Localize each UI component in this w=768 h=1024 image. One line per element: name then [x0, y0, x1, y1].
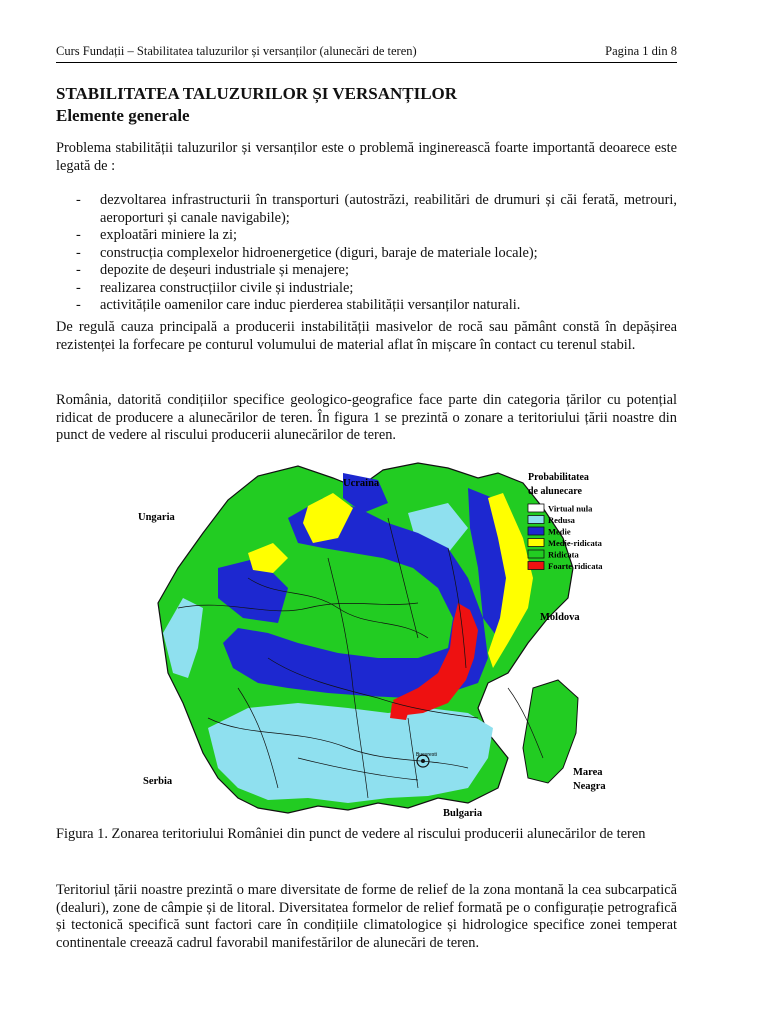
legend-swatch: [528, 562, 544, 570]
legend-label: Redusa: [548, 515, 575, 525]
landslide-risk-map: [138, 458, 658, 826]
label-ungaria: Ungaria: [138, 512, 175, 523]
paragraph-romania: România, datorită condițiilor specifice geologico-geografice face parte din categoria țărilor cu potențial ridicat de producere a alunecărilor de teren. În figura 1 se prezintă o zonare a teritoriului țării noastre din punct de vedere al riscului producerii alunecărilor de teren.: [56, 392, 677, 443]
legend-swatch: [528, 539, 544, 547]
dobrogea-region: [523, 680, 578, 783]
page-header: [56, 44, 677, 63]
legend-swatch: [528, 516, 544, 524]
legend-label: Ridicata: [548, 549, 579, 560]
label-ucraina: Ucraina: [343, 478, 380, 489]
document-title: STABILITATEA TALUZURILOR ȘI VERSANȚILOR: [56, 84, 458, 103]
bullet-item: - activitățile oamenilor care induc pierderea stabilității versanților naturali.: [76, 297, 521, 313]
low-risk-zone-south: [208, 703, 493, 803]
bullet-item: - realizarea construcțiilor civile și industriale;: [76, 279, 354, 296]
bullet-item: - dezvoltarea infrastructurii în transporturi (autostrăzi, reabilitări de drumuri și căi ferată, metrouri, aeroporturi și canale navigabile);: [76, 192, 677, 226]
section-subtitle: Elemente generale: [56, 106, 190, 125]
header-course-title: Curs Fundații – Stabilitatea taluzurilor și versanților (alunecări de teren): [56, 44, 417, 58]
legend-swatch: [528, 550, 544, 558]
bullet-item: - construcția complexelor hidroenergetice (diguri, baraje de materiale locale);: [76, 244, 538, 261]
label-moldova: Moldova: [540, 612, 580, 623]
label-neagra: Neagra: [573, 781, 606, 792]
paragraph-causes: De regulă cauza principală a producerii instabilității masivelor de rocă sau pământ constă în depășirea rezistenței la forfecare pe conturul volumului de material aflat în mișcare în contact cu terenul stabil.: [56, 319, 677, 353]
legend-swatch: [528, 504, 544, 512]
legend-title-line1: Probabilitatea: [528, 472, 589, 483]
bullet-item: - exploatări miniere la zi;: [76, 227, 238, 243]
label-bulgaria: Bulgaria: [443, 808, 483, 819]
legend-label: Virtual nula: [548, 503, 593, 514]
map-legend: [528, 472, 603, 571]
label-bucuresti: Bucuresti: [416, 752, 437, 758]
legend-swatch: [528, 527, 544, 535]
legend-label: Medie-ridicata: [548, 538, 602, 548]
figure-caption: Figura 1. Zonarea teritoriului României din punct de vedere al riscului producerii alunecărilor de teren: [56, 826, 646, 842]
label-serbia: Serbia: [143, 776, 173, 787]
paragraph-relief: Teritoriul țării noastre prezintă o mare diversitate de forme de relief de la zona montană la cea subcarpatică (dealuri), zone de câmpie și de litoral. Diversitatea formelor de relief formată pe o configurație petrografică și tectonică specifică sunt factori care în condițiile climatologice și hidrologice specifice zonei temperat continentale creează cadrul favorabil manifestărilor de alunecări de teren.: [56, 882, 677, 951]
label-marea: Marea: [573, 767, 603, 778]
bullet-list: [56, 192, 677, 315]
legend-label: Medie: [548, 526, 571, 537]
bullet-item: - depozite de deșeuri industriale și menajere;: [76, 262, 349, 278]
bucharest-dot: [421, 759, 425, 763]
intro-paragraph: Problema stabilității taluzurilor și versanților este o problemă inginerească foarte importantă deoarece este legată de :: [56, 140, 677, 174]
legend-label: Foarte ridicata: [548, 561, 603, 571]
legend-title-line2: de alunecare: [528, 486, 582, 497]
header-page-number: Pagina 1 din 8: [605, 44, 677, 58]
